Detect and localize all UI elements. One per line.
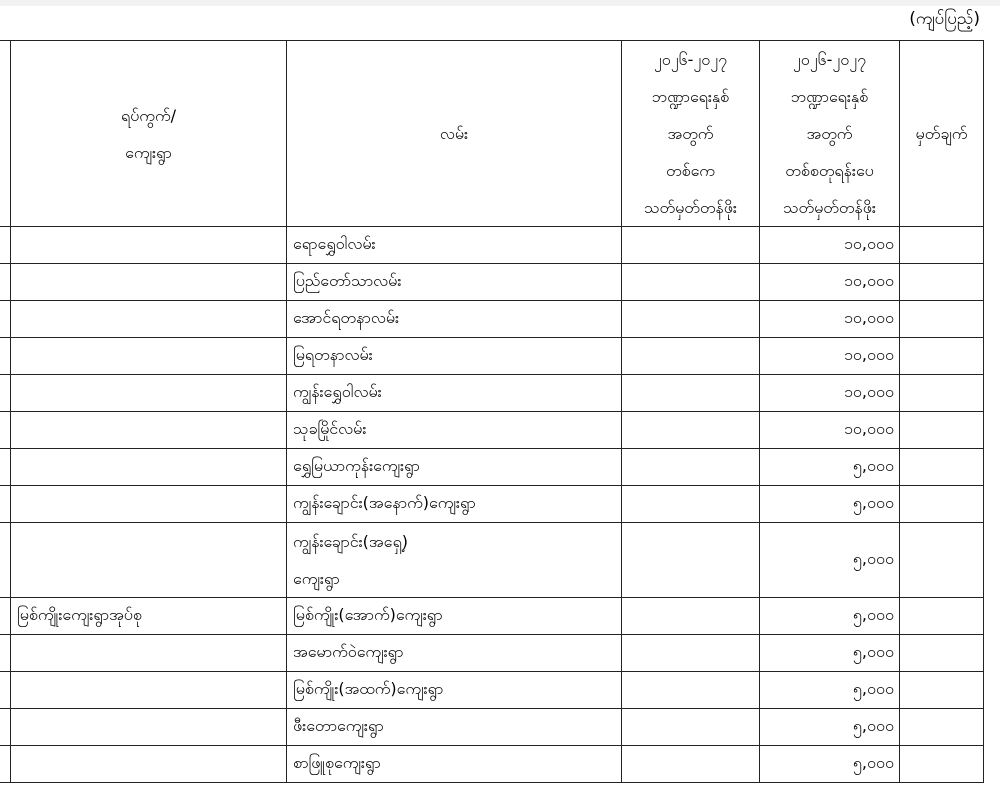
value-per-sqft-cell: ၅,၀၀၀: [760, 486, 900, 523]
table-row: [0, 264, 984, 301]
header-line: ဘဏ္ဍာရေးနှစ်: [651, 87, 730, 106]
village-tract-cell: [11, 672, 287, 709]
table-row: [0, 486, 984, 523]
cut-cell: [0, 672, 11, 709]
header-line: အတွက်: [806, 124, 853, 143]
value-per-sqft-cell: ၅,၀၀၀: [760, 746, 900, 783]
value-per-sqft-cell: ၅,၀၀၀: [760, 672, 900, 709]
road-name: မြရတနာလမ်း: [293, 345, 373, 364]
road-cell: [287, 709, 622, 746]
value-per-acre-cell: [622, 338, 760, 375]
remark-cell: [900, 598, 984, 635]
value-per-acre-cell: [622, 746, 760, 783]
value-per-acre-cell: [622, 635, 760, 672]
remark-cell: [900, 486, 984, 523]
value-per-sqft-cell: ၅,၀၀၀: [760, 523, 900, 598]
remark-cell: [900, 672, 984, 709]
header-line: ဘဏ္ဍာရေးနှစ်: [790, 87, 869, 106]
value-per-sqft-cell: ၅,၀၀၀: [760, 598, 900, 635]
value-per-acre-cell: [622, 598, 760, 635]
table-row: [0, 449, 984, 486]
road-name: စာဖြူစုကျေးရွာ: [293, 753, 381, 772]
road-name: ရွှေမြယာကုန်းကျေးရွာ: [293, 456, 420, 475]
road-name: ကျွန်းရွှေဝါလမ်း: [293, 382, 382, 401]
table-body: [0, 227, 984, 783]
value-per-sqft-cell: ၁၀,၀၀၀: [760, 412, 900, 449]
village-tract-cell: [11, 635, 287, 672]
road-name: ကျွန်းချောင်း(အနောက်)ကျေးရွာ: [293, 493, 476, 512]
table-row: [0, 635, 984, 672]
table-row: [0, 746, 984, 783]
header-line: အတွက်: [667, 124, 714, 143]
village-tract-cell: [11, 449, 287, 486]
remark-cell: [900, 227, 984, 264]
header-cut-column: [0, 41, 11, 227]
header-value-per-acre: [622, 41, 760, 227]
road-cell: [287, 338, 622, 375]
road-cell: [287, 375, 622, 412]
village-tract-cell: [11, 338, 287, 375]
remark-cell: [900, 449, 984, 486]
road-name: ကျေးရွာ: [293, 569, 340, 588]
road-cell: [287, 746, 622, 783]
cut-cell: [0, 635, 11, 672]
value-per-sqft-cell: ၁၀,၀၀၀: [760, 227, 900, 264]
header-value-per-sqft: [760, 41, 900, 227]
road-cell: [287, 598, 622, 635]
road-cell: [287, 449, 622, 486]
road-name: ပြည်တော်သာလမ်း: [293, 271, 402, 290]
remark-cell: [900, 746, 984, 783]
road-name: ဖီးတောကျေးရွာ: [293, 716, 384, 735]
value-per-acre-cell: [622, 227, 760, 264]
value-per-acre-cell: [622, 523, 760, 598]
value-per-sqft-cell: ၁၀,၀၀၀: [760, 301, 900, 338]
header-remark: မှတ်ချက်: [900, 41, 984, 227]
road-cell: [287, 412, 622, 449]
cut-cell: [0, 598, 11, 635]
table-row: [0, 338, 984, 375]
cut-cell: [0, 449, 11, 486]
value-per-sqft-cell: ၁၀,၀၀၀: [760, 264, 900, 301]
road-name: ကျွန်းချောင်း(အရှေ့): [293, 532, 408, 551]
remark-cell: [900, 635, 984, 672]
header-line: တစ်ကေ: [666, 161, 715, 180]
header-line: ၂၀၂၆-၂၀၂၇: [653, 50, 728, 69]
village-tract-cell: [11, 523, 287, 598]
village-tract-cell: [11, 412, 287, 449]
valuation-table: [0, 40, 984, 783]
road-cell: [287, 227, 622, 264]
remark-cell: [900, 523, 984, 598]
value-per-sqft-cell: ၅,၀၀၀: [760, 449, 900, 486]
header-line: သတ်မှတ်တန်ဖိုး: [783, 198, 876, 217]
value-per-sqft-cell: ၁၀,၀၀၀: [760, 375, 900, 412]
table-row: [0, 598, 984, 635]
remark-cell: [900, 338, 984, 375]
road-cell: [287, 635, 622, 672]
road-cell: [287, 301, 622, 338]
cut-cell: [0, 746, 11, 783]
header-village-line: ကျေးရွာ: [125, 142, 172, 162]
village-tract-cell: [11, 301, 287, 338]
cut-cell: [0, 338, 11, 375]
table-row: [0, 227, 984, 264]
header-line: သတ်မှတ်တန်ဖိုး: [644, 198, 737, 217]
cut-cell: [0, 709, 11, 746]
unit-label: (ကျပ်ပြည့်): [909, 9, 980, 29]
road-name: မြစ်ကျိုး(အောက်)ကျေးရွာ: [293, 605, 443, 624]
table-row: [0, 301, 984, 338]
remark-cell: [900, 301, 984, 338]
header-village-line: ရပ်ကွက်/: [120, 105, 176, 125]
value-per-acre-cell: [622, 486, 760, 523]
road-cell: [287, 264, 622, 301]
value-per-sqft-cell: ၅,၀၀၀: [760, 709, 900, 746]
header-row: [0, 41, 984, 227]
remark-cell: [900, 412, 984, 449]
value-per-acre-cell: [622, 709, 760, 746]
table-row: [0, 412, 984, 449]
cut-cell: [0, 486, 11, 523]
remark-cell: [900, 264, 984, 301]
header-line: ၂၀၂၆-၂၀၂၇: [792, 50, 867, 69]
header-line: တစ်စတုရန်းပေ: [785, 161, 874, 180]
cut-cell: [0, 301, 11, 338]
value-per-acre-cell: [622, 264, 760, 301]
cut-cell: [0, 412, 11, 449]
village-tract-cell: [11, 709, 287, 746]
remark-cell: [900, 709, 984, 746]
village-tract-cell: [11, 375, 287, 412]
village-tract-cell: [11, 264, 287, 301]
road-name: မြစ်ကျိုး(အထက်)ကျေးရွာ: [293, 679, 444, 698]
village-tract-cell: [11, 227, 287, 264]
table-row: [0, 672, 984, 709]
value-per-acre-cell: [622, 672, 760, 709]
road-name: ရောရွှေဝါလမ်း: [293, 234, 376, 253]
cut-cell: [0, 264, 11, 301]
remark-cell: [900, 375, 984, 412]
village-tract-cell: [11, 746, 287, 783]
cut-cell: [0, 523, 11, 598]
road-cell: [287, 486, 622, 523]
value-per-acre-cell: [622, 375, 760, 412]
road-name: သုခမြိုင်လမ်း: [293, 419, 367, 438]
village-tract-cell: [11, 486, 287, 523]
road-name: အောင်ရတနာလမ်း: [293, 308, 400, 327]
value-per-acre-cell: [622, 449, 760, 486]
cut-cell: [0, 227, 11, 264]
top-edge: [0, 0, 1000, 6]
road-cell: [287, 523, 622, 598]
value-per-acre-cell: [622, 301, 760, 338]
header-road: လမ်း: [287, 41, 622, 227]
header-village-tract: [11, 41, 287, 227]
value-per-sqft-cell: ၅,၀၀၀: [760, 635, 900, 672]
value-per-sqft-cell: ၁၀,၀၀၀: [760, 338, 900, 375]
village-tract-cell: မြစ်ကျိုးကျေးရွာအုပ်စု: [11, 598, 287, 635]
table-row: [0, 709, 984, 746]
table-row: [0, 375, 984, 412]
value-per-acre-cell: [622, 412, 760, 449]
table-row: [0, 523, 984, 598]
road-name: အမောက်ဝဲကျေးရွာ: [293, 642, 404, 661]
cut-cell: [0, 375, 11, 412]
road-cell: [287, 672, 622, 709]
